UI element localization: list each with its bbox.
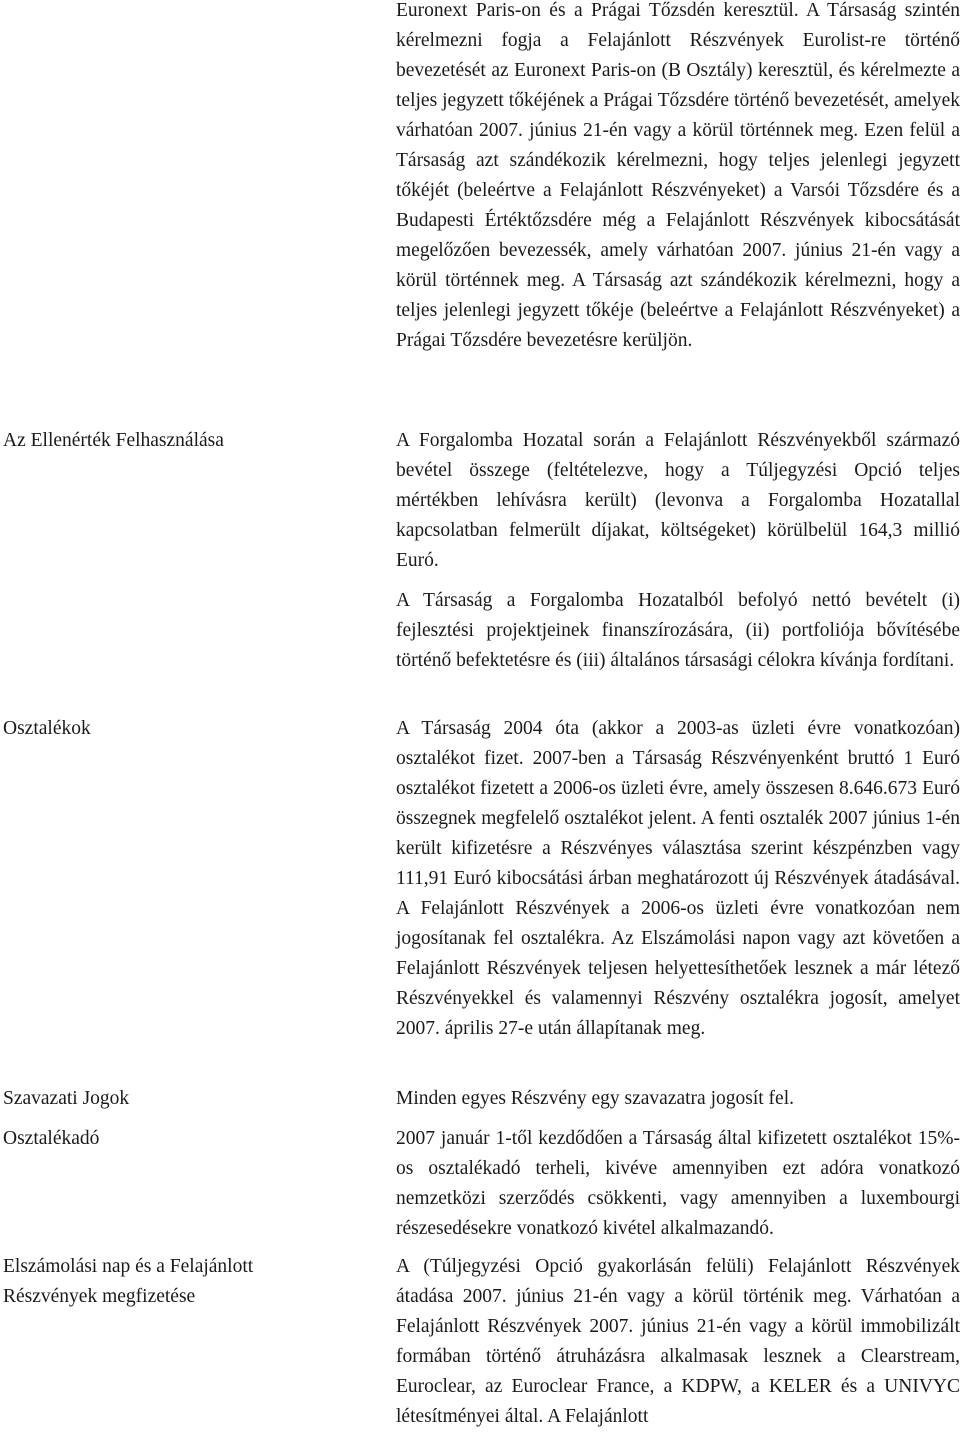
section-label-use-of-proceeds: Az Ellenérték Felhasználása (3, 430, 224, 451)
section-label-settlement: Elszámolási nap és a Felajánlott Részvények megfizetése (3, 1256, 254, 1307)
section-label-voting-rights: Szavazati Jogok (3, 1088, 130, 1109)
listing-paragraph: Euronext Paris-on és a Prágai Tőzsdén keresztül. A Társaság szintén kérelmezni fogja a Felajánlott Részvények Eurolist-re történő bevezetését az Euronext Paris-on (B Osztály) keresztül, és kérelmezte a teljes jegyzett tőkéjének a Prágai Tőzsdére történő bevezetését, amelyek várhatóan 2007. június 21-én vagy a körül történnek meg. Ezen felül a Társaság azt szándékozik kérelmezni, hogy teljes jelenlegi jegyzett tőkéjét (beleértve a Felajánlott Részvényeket) a Varsói Tőzsdére és a Budapesti Értéktőzsdére még a Felajánlott Részvények kibocsátását megelőzően bevezessék, amely várhatóan 2007. június 21-én vagy a körül történnek meg. A Társaság azt szándékozik kérelmezni, hogy a teljes jelenlegi jegyzett tőkéje (beleértve a Felajánlott Részvényeket) a Prágai Tőzsdére bevezetésre kerüljön. (396, 0, 960, 351)
proceeds-paragraph-1: A Forgalomba Hozatal során a Felajánlott Részvényekből származó bevétel összege (feltételezve, hogy a Túljegyzési Opció teljes mértékben lehívásra került) (levonva a Forgalomba Hozatallal kapcsolatban felmerült díjakat, költségeket) körülbelül 164,3 millió Euró. (396, 430, 960, 571)
section-label-dividend-tax: Osztalékadó (3, 1128, 100, 1149)
voting-rights-paragraph: Minden egyes Részvény egy szavazatra jogosít fel. (396, 1088, 794, 1109)
section-label-dividends: Osztalékok (3, 718, 91, 739)
proceeds-paragraph-2: A Társaság a Forgalomba Hozatalból befolyó nettó bevételt (i) fejlesztési projektjeinek finanszírozására, (ii) portfoliója bővítésébe történő befektetésre és (iii) általános társasági célokra kívánja fordítani. (396, 590, 960, 671)
settlement-paragraph: A (Túljegyzési Opció gyakorlásán felüli) Felajánlott Részvények átadása 2007. június 21-én vagy a körül történik meg. Várhatóan a Felajánlott Részvények 2007. június 21-én vagy a körül immobilizált formában történő átruházásra alkalmasak lesznek a Clearstream, Euroclear, az Euroclear France, a KDPW, a KELER és a UNIVYC létesítményei által. A Felajánlott (396, 1256, 960, 1427)
dividends-paragraph: A Társaság 2004 óta (akkor a 2003-as üzleti évre vonatkozóan) osztalékot fizet. 2007-ben a Társaság Részvényenként bruttó 1 Euró osztalékot fizetett a 2006-os üzleti évre, amely összesen 8.646.673 Euró összegnek megfelelő osztalékot jelent. A fenti osztalék 2007 június 1-én került kifizetésre a Részvényes választása szerint készpénzben vagy 111,91 Euró kibocsátási árban meghatározott új Részvények átadásával. A Felajánlott Részvények a 2006-os üzleti évre vonatkozóan nem jogosítanak fel osztalékra. Az Elszámolási napon vagy azt követően a Felajánlott Részvények teljesen helyettesíthetőek lesznek a már létező Részvényekkel és valamennyi Részvény osztalékra jogosít, amelyet 2007. április 27-e után állapítanak meg. (396, 718, 960, 1039)
dividend-tax-paragraph: 2007 január 1-től kezdődően a Társaság által kifizetett osztalékot 15%-os osztalékadó terheli, kivéve amennyiben ezt adóra vonatkozó nemzetközi szerződés csökkenti, vagy amennyiben a luxembourgi részesedésekre vonatkozó kivétel alkalmazandó. (396, 1128, 960, 1239)
